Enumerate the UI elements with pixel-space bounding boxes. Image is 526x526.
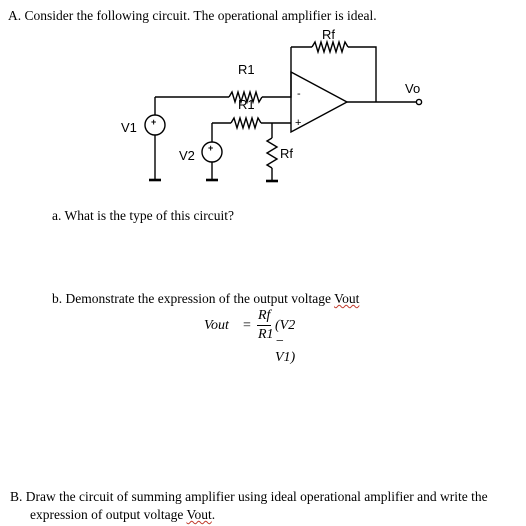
v2-top-wire — [212, 123, 231, 142]
inverting-node-wire — [262, 47, 291, 97]
question-b-period: . — [211, 507, 216, 522]
v1-top-wire — [155, 97, 229, 115]
op-amp-circuit-diagram — [0, 0, 526, 200]
minus-sign: - — [297, 88, 301, 100]
rf-bottom-resistor — [267, 138, 277, 168]
formula-equals: = — [243, 318, 251, 333]
fraction-bar — [257, 325, 271, 326]
plus-sign: + — [295, 117, 302, 129]
formula-numerator: Rf — [258, 308, 271, 323]
v1-label: V1 — [121, 120, 137, 135]
rf-feedback-resistor — [312, 42, 348, 52]
question-b-line2-text: expression of output voltage — [30, 507, 187, 522]
question-b-vout: Vout — [186, 507, 212, 522]
v2-plus-sign: + — [208, 143, 214, 153]
formula-rhs: (V2 − V1) — [275, 318, 296, 365]
v2-label: V2 — [179, 148, 195, 163]
r1-bottom-resistor — [231, 118, 261, 128]
question-a-part-a: a. What is the type of this circuit? — [52, 208, 234, 223]
part-b-text: b. Demonstrate the expression of the output voltage — [52, 291, 335, 306]
r1-top-label: R1 — [238, 62, 255, 77]
question-a-header: A. Consider the following circuit. The operational amplifier is ideal. — [8, 8, 377, 23]
v1-plus-sign: + — [151, 117, 157, 127]
r1-bottom-label: R1 — [238, 97, 255, 112]
rf-bottom-label: Rf — [280, 146, 293, 161]
formula-lhs: Vout — [204, 318, 229, 333]
question-a-part-b — [52, 291, 359, 307]
question-b-line1: B. Draw the circuit of summing amplifier using ideal operational amplifier and write the — [10, 489, 488, 504]
question-b-line2 — [30, 507, 215, 523]
formula-denominator: R1 — [258, 327, 274, 342]
vo-label: Vo — [405, 81, 421, 96]
part-b-vout: Vout — [334, 291, 360, 306]
output-terminal — [416, 99, 421, 104]
rf-feedback-wire — [291, 47, 376, 102]
rf-top-label: Rf — [322, 27, 335, 42]
